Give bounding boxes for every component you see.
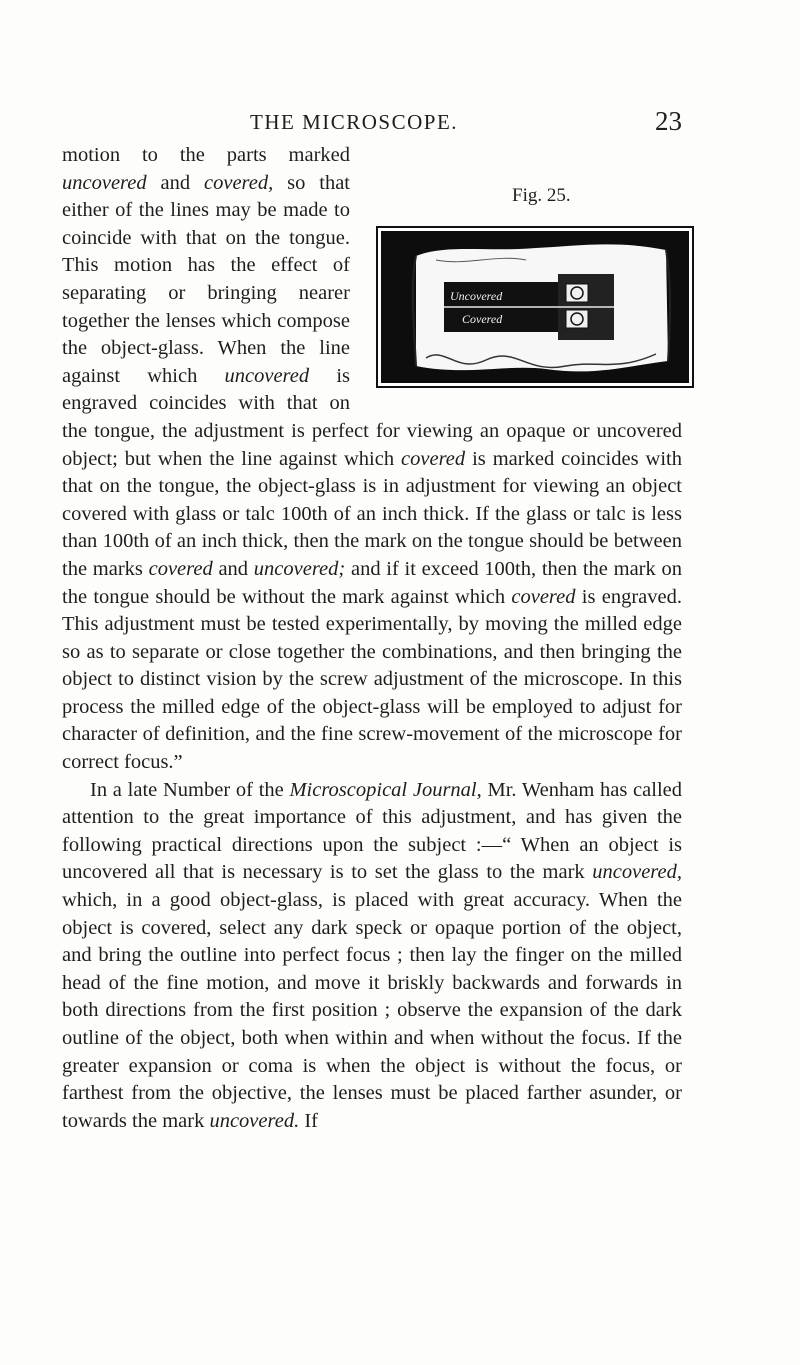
p2-seg-3: uncovered, — [592, 861, 682, 884]
p2-seg-0: In a late Number of the — [90, 778, 290, 801]
label-covered: Covered — [462, 312, 503, 326]
p1-seg-3: covered, — [204, 171, 274, 194]
p1-seg-11: uncovered; — [253, 557, 346, 580]
running-title: THE MICROSCOPE. — [250, 110, 459, 134]
figure-caption: Fig. 25. — [512, 185, 571, 206]
p1-seg-10: and — [212, 557, 254, 580]
p2-seg-6: If — [299, 1109, 318, 1132]
p1-seg-14: is engraved. This adjustment must be tested experimentally, by moving the milled edge so as to separate or close together the combinations, and then bringing the object to distinct vision by the screw adjustment of the microscope. In this process the milled edge of the object-glass will be employed to adjust for character of definition, and the fine screw-movement of the microscope for correct focus.” — [62, 585, 683, 774]
p1-seg-12: and if it exceed 100th, then the mark on the tongue should be without the mark against which — [62, 557, 682, 608]
p1-seg-5: uncovered — [224, 364, 310, 387]
p1-seg-9: covered — [148, 557, 213, 580]
p2-seg-1: Microscopical Journal, — [289, 778, 482, 801]
p1-seg-6: is engraved coincides with that on the tongue, the adjustment is perfect for viewing an opaque or uncovered object; but when the line against which — [62, 364, 682, 470]
body-text — [62, 142, 682, 1135]
page-number: 23 — [655, 106, 682, 136]
paragraph-1 — [62, 142, 682, 777]
microscope-collar-illustration — [376, 226, 694, 388]
p1-seg-0: motion to the parts marked — [62, 144, 350, 166]
p2-seg-2: Mr. Wenham has called attention to the great importance of this adjustment, and has given the following practical directions upon the subject :—“ When an object is uncovered all that is necessary is to set the glass to the mark — [62, 778, 682, 884]
p1-seg-13: covered — [511, 585, 576, 608]
p1-seg-7: covered — [401, 447, 466, 470]
p1-seg-4: so that either of the lines may be made to coincide with that on the tongue. This motion has the effect of separating or bringing nearer together the lenses which compose the object-glass. When the line against which — [62, 171, 350, 387]
p2-seg-5: uncovered. — [209, 1109, 300, 1132]
paragraph-2 — [62, 777, 682, 1136]
figure-25 — [364, 142, 694, 392]
p2-seg-4: which, in a good object-glass, is placed with great accuracy. When the object is covered, select any dark speck or opaque portion of the object, and bring the outline into perfect focus ; then lay the finger on the milled head of the fine motion, and move it briskly backwards and forwards in both directions from the first position ; observe the expansion of the dark outline of the object, both when within and when without the focus. If the greater expansion or coma is when the object is without the focus, or farthest from the objective, the lenses must be placed farther asunder, or towards the mark — [62, 889, 682, 1132]
label-uncovered: Uncovered — [450, 289, 503, 303]
p1-seg-2: and — [146, 171, 204, 194]
running-head — [0, 106, 800, 140]
p1-seg-1: uncovered — [62, 171, 147, 194]
p1-seg-8: is marked coincides with that on the tongue, the object-glass is in adjustment for viewing an object covered with glass or talc 100th of an inch thick. If the glass or talc is less than 100th of an inch thick, then the mark on the tongue should be between the marks — [62, 447, 682, 580]
